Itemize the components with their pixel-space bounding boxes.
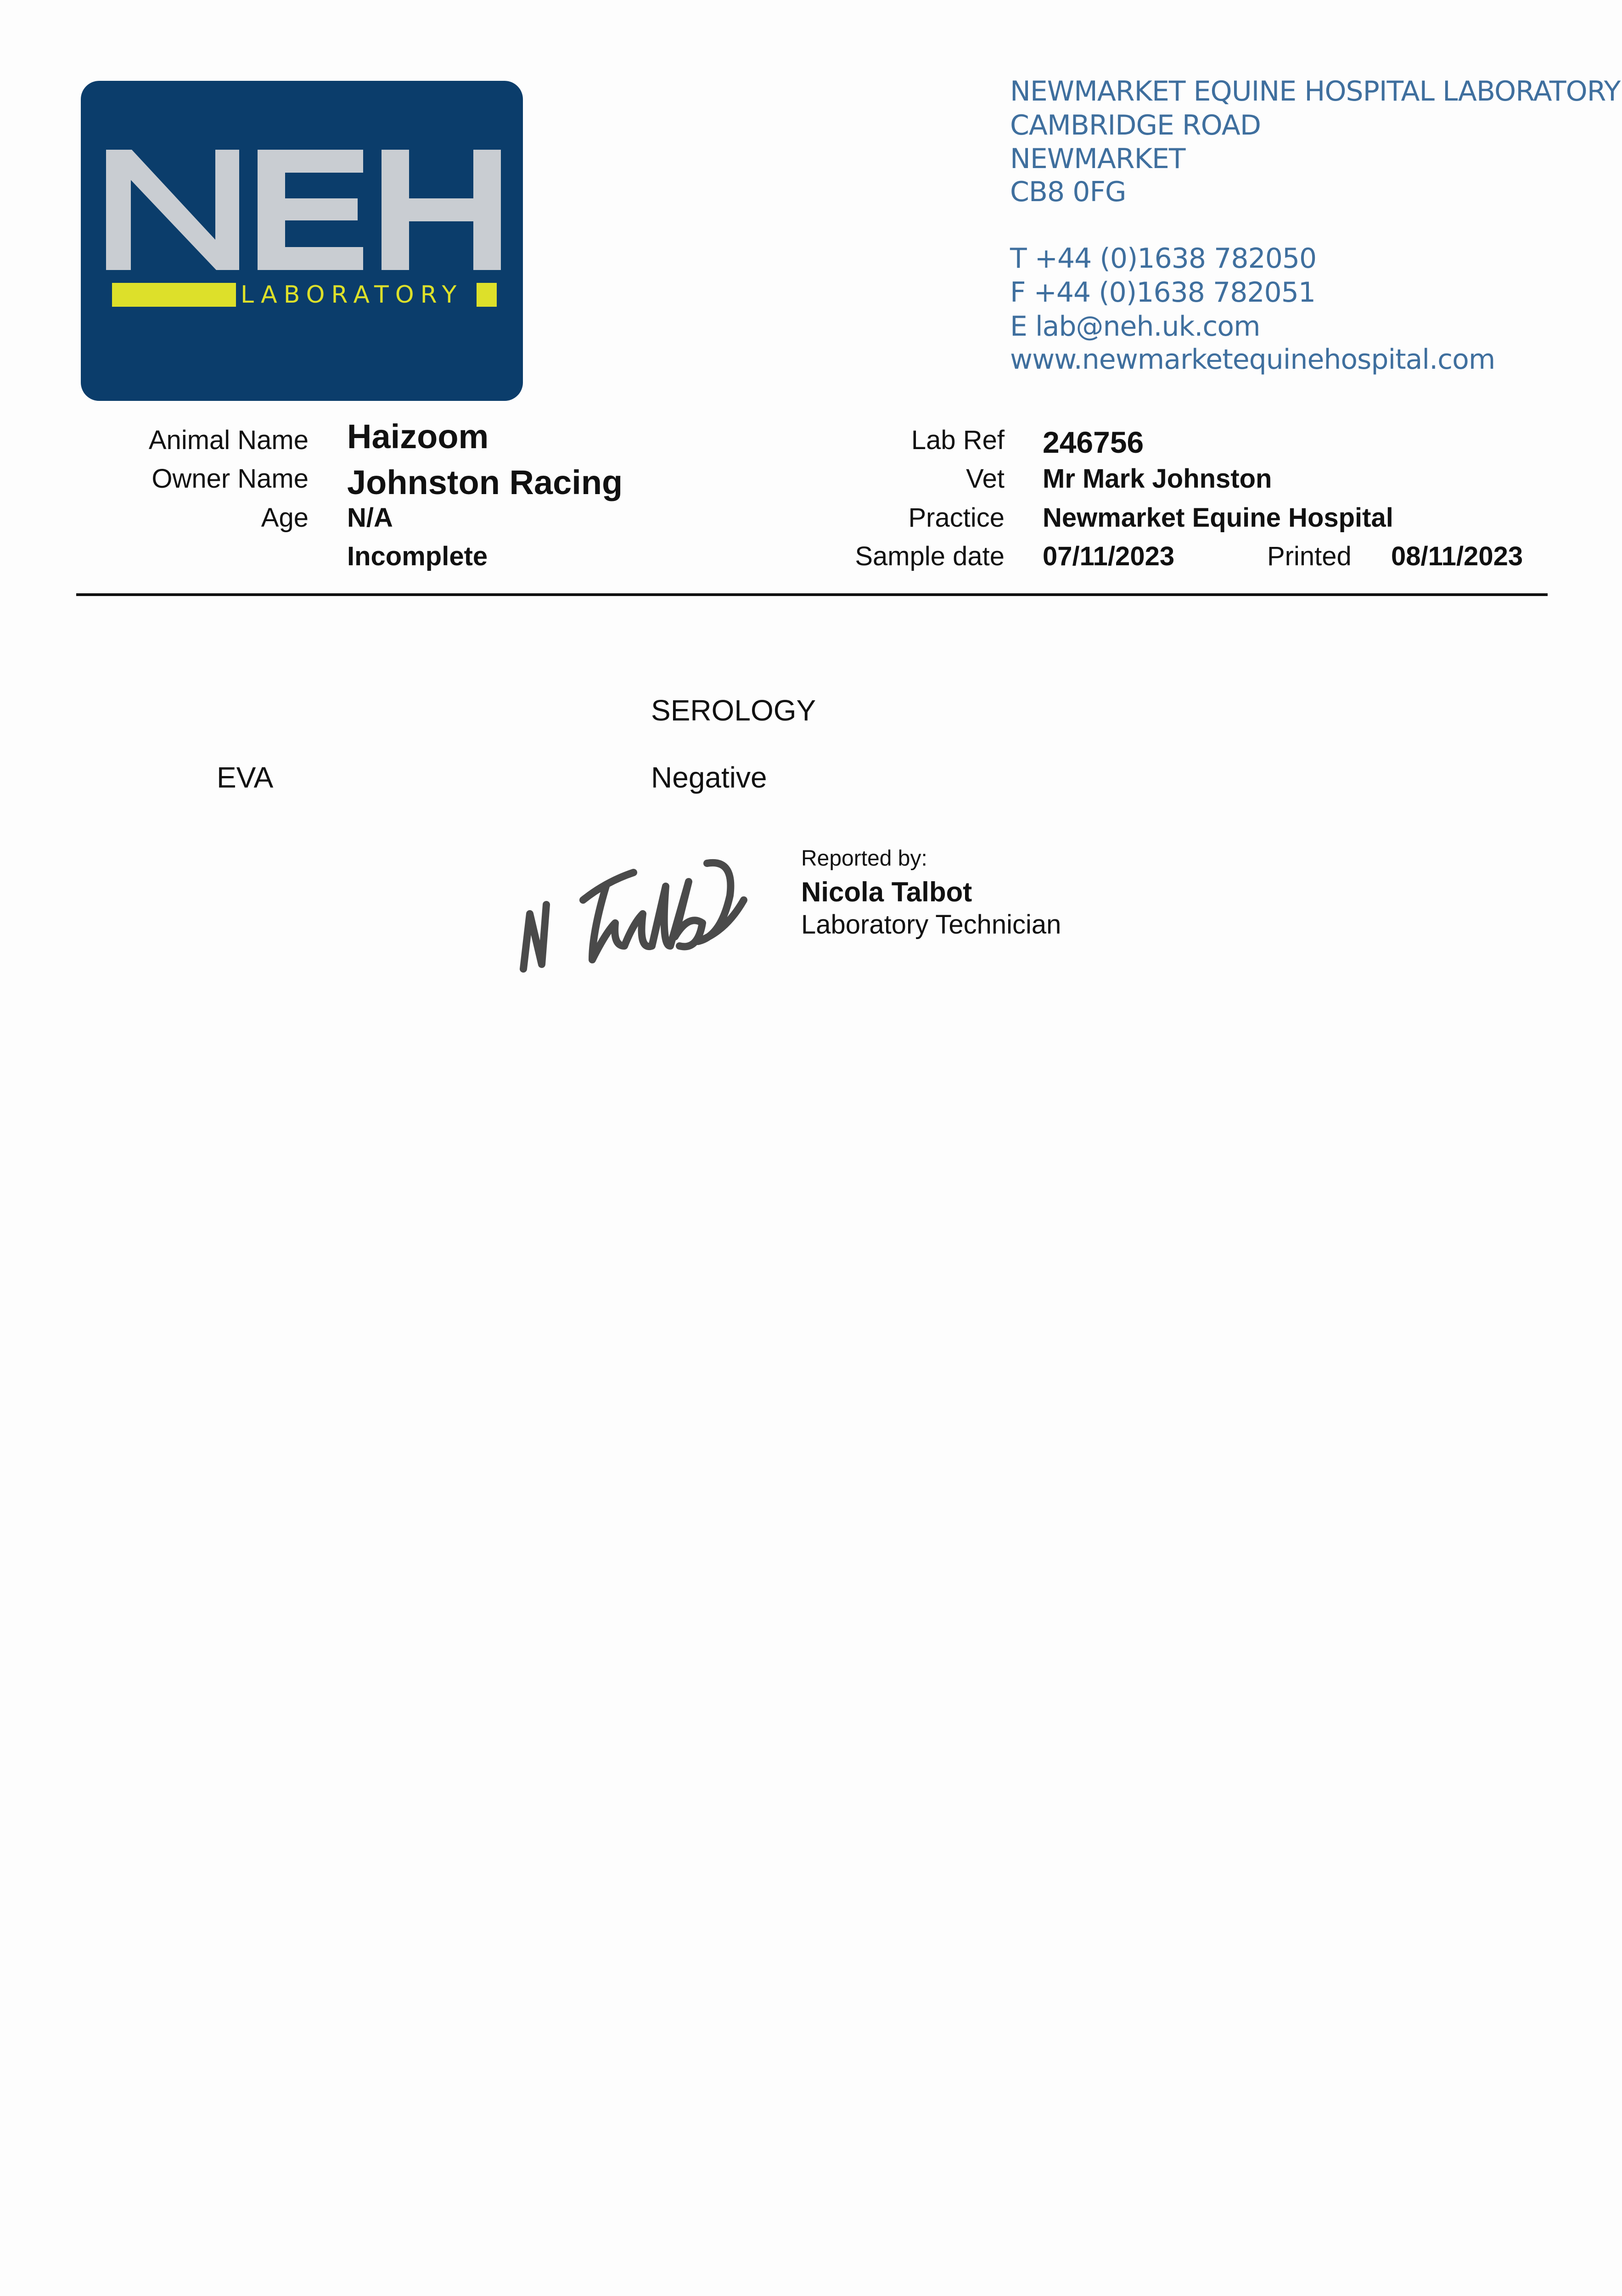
- address-postcode: CB8 0FG: [1010, 176, 1126, 208]
- address-website[interactable]: www.newmarketequinehospital.com: [1010, 343, 1495, 376]
- neh-logo-letters: [106, 150, 501, 274]
- address-email[interactable]: E lab@neh.uk.com: [1010, 310, 1260, 343]
- owner-name-label: Owner Name: [152, 464, 309, 494]
- reporter-name: Nicola Talbot: [801, 877, 972, 907]
- neh-laboratory-logo: [81, 81, 523, 401]
- test-name: EVA: [217, 761, 274, 794]
- test-result: Negative: [651, 761, 767, 794]
- vet-label: Vet: [966, 464, 1005, 494]
- header-divider: [76, 593, 1548, 596]
- printed-label: Printed: [1267, 541, 1352, 571]
- address-line-3: NEWMARKET: [1010, 143, 1185, 175]
- logo-accent-bar-end: [477, 283, 497, 307]
- logo-subtitle: LABORATORY: [241, 281, 463, 309]
- practice-label: Practice: [908, 503, 1005, 533]
- address-phone: T +44 (0)1638 782050: [1010, 242, 1317, 275]
- address-fax: F +44 (0)1638 782051: [1010, 276, 1316, 309]
- logo-accent-bar: [112, 283, 236, 307]
- signature-image: [514, 845, 753, 978]
- vet-value: Mr Mark Johnston: [1043, 464, 1272, 494]
- age-value: N/A: [347, 503, 393, 533]
- lab-ref-value: 246756: [1043, 425, 1144, 459]
- lab-ref-label: Lab Ref: [911, 425, 1005, 455]
- practice-value: Newmarket Equine Hospital: [1043, 503, 1393, 533]
- animal-name-label: Animal Name: [148, 425, 309, 455]
- owner-name-value: Johnston Racing: [347, 463, 623, 501]
- address-line-2: CAMBRIDGE ROAD: [1010, 109, 1261, 141]
- section-title-serology: SEROLOGY: [651, 694, 816, 727]
- age-label: Age: [261, 503, 309, 533]
- reported-by-label: Reported by:: [801, 846, 927, 871]
- reporter-title: Laboratory Technician: [801, 910, 1061, 940]
- address-line-1: NEWMARKET EQUINE HOSPITAL LABORATORY: [1010, 75, 1621, 107]
- status-value: Incomplete: [347, 541, 488, 571]
- printed-date-value: 08/11/2023: [1391, 541, 1523, 571]
- sample-date-label: Sample date: [855, 541, 1005, 571]
- sample-date-value: 07/11/2023: [1043, 541, 1175, 571]
- animal-name-value: Haizoom: [347, 417, 489, 456]
